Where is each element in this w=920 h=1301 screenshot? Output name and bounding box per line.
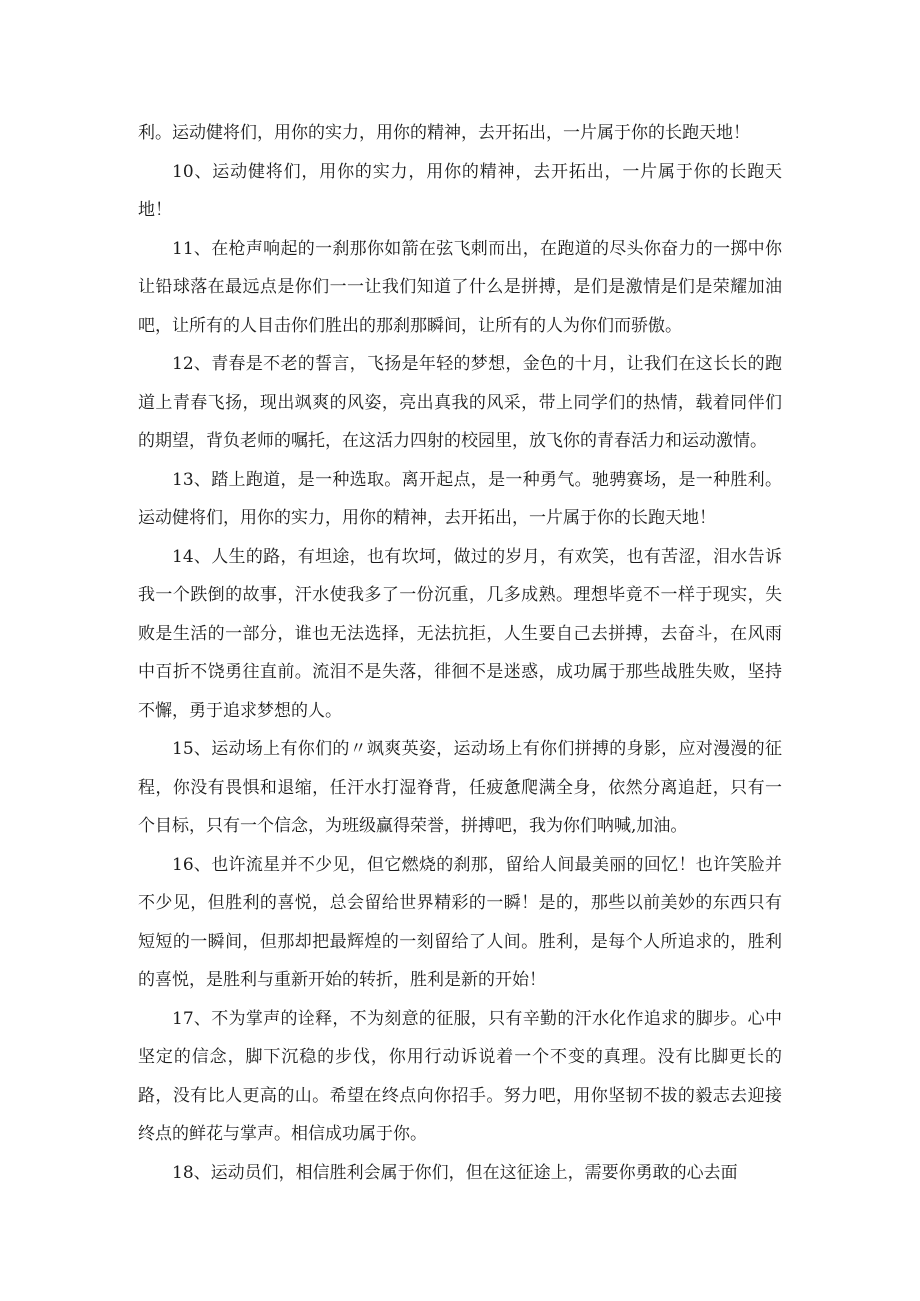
paragraph-13: 13、踏上跑道，是一种选取。离开起点，是一种勇气。驰骋赛场，是一种胜利。运动健将们，用你的实力，用你的精神，去开拓出，一片属于你的长跑天地！ bbox=[138, 469, 782, 528]
paragraph-11: 11、在枪声响起的一刹那你如箭在弦飞刺而出，在跑道的尽头你奋力的一掷中你让铅球落在最远点是你们一一让我们知道了什么是拼搏，是们是激情是们是荣耀加油吧，让所有的人目击你们胜出的那刹那瞬间，让所有的人为你们而骄傲。 bbox=[138, 238, 782, 336]
paragraph-12: 12、青春是不老的誓言，飞扬是年轻的梦想，金色的十月，让我们在这长长的跑道上青春飞扬，现出飒爽的风姿，亮出真我的风采，带上同学们的热情，载着同伴们的期望，背负老师的嘱托，在这活力四射的校园里，放飞你的青春活力和运动激情。 bbox=[138, 354, 782, 451]
paragraph-17: 17、不为掌声的诠释，不为刻意的征服，只有辛勤的汗水化作追求的脚步。心中坚定的信念，脚下沉稳的步伐，你用行动诉说着一个不变的真理。没有比脚更长的路，没有比人更高的山。希望在终点向你招手。努力吧，用你坚韧不拔的毅志去迎接终点的鲜花与掌声。相信成功属于你。 bbox=[138, 1008, 782, 1144]
paragraph-continuation: 利。运动健将们，用你的实力，用你的精神，去开拓出，一片属于你的长跑天地！ bbox=[138, 123, 750, 143]
paragraph-10: 10、运动健将们，用你的实力，用你的精神，去开拓出，一片属于你的长跑天地！ bbox=[138, 161, 782, 220]
paragraph-16: 16、也许流星并不少见，但它燃烧的刹那，留给人间最美丽的回忆！也许笑脸并不少见，但胜利的喜悦，总会留给世界精彩的一瞬！是的，那些以前美妙的东西只有短短的一瞬间，但那却把最辉煌的一刻留给了人间。胜利，是每个人所追求的，胜利的喜悦，是胜利与重新开始的转折，胜利是新的开始！ bbox=[138, 854, 782, 990]
paragraph-15: 15、运动场上有你们的〃飒爽英姿，运动场上有你们拼搏的身影，应对漫漫的征程，你没有畏惧和退缩，任汗水打湿脊背，任疲惫爬满全身，依然分离追赶，只有一个目标，只有一个信念，为班级赢得荣誉，拼搏吧，我为你们呐喊,加油。 bbox=[138, 739, 782, 836]
document-body bbox=[138, 114, 782, 1192]
paragraph-18: 18、运动员们，相信胜利会属于你们，但在这征途上，需要你勇敢的心去面 bbox=[172, 1162, 738, 1183]
paragraph-14: 14、人生的路，有坦途，也有坎坷，做过的岁月，有欢笑，也有苦涩，泪水告诉我一个跌倒的故事，汗水使我多了一份沉重，几多成熟。理想毕竟不一样于现实，失败是生活的一部分，谁也无法选择，无法抗拒，人生要自己去拼搏，去奋斗，在风雨中百折不饶勇往直前。流泪不是失落，徘徊不是迷惑，成功属于那些战胜失败，坚持不懈，勇于追求梦想的人。 bbox=[138, 546, 782, 721]
